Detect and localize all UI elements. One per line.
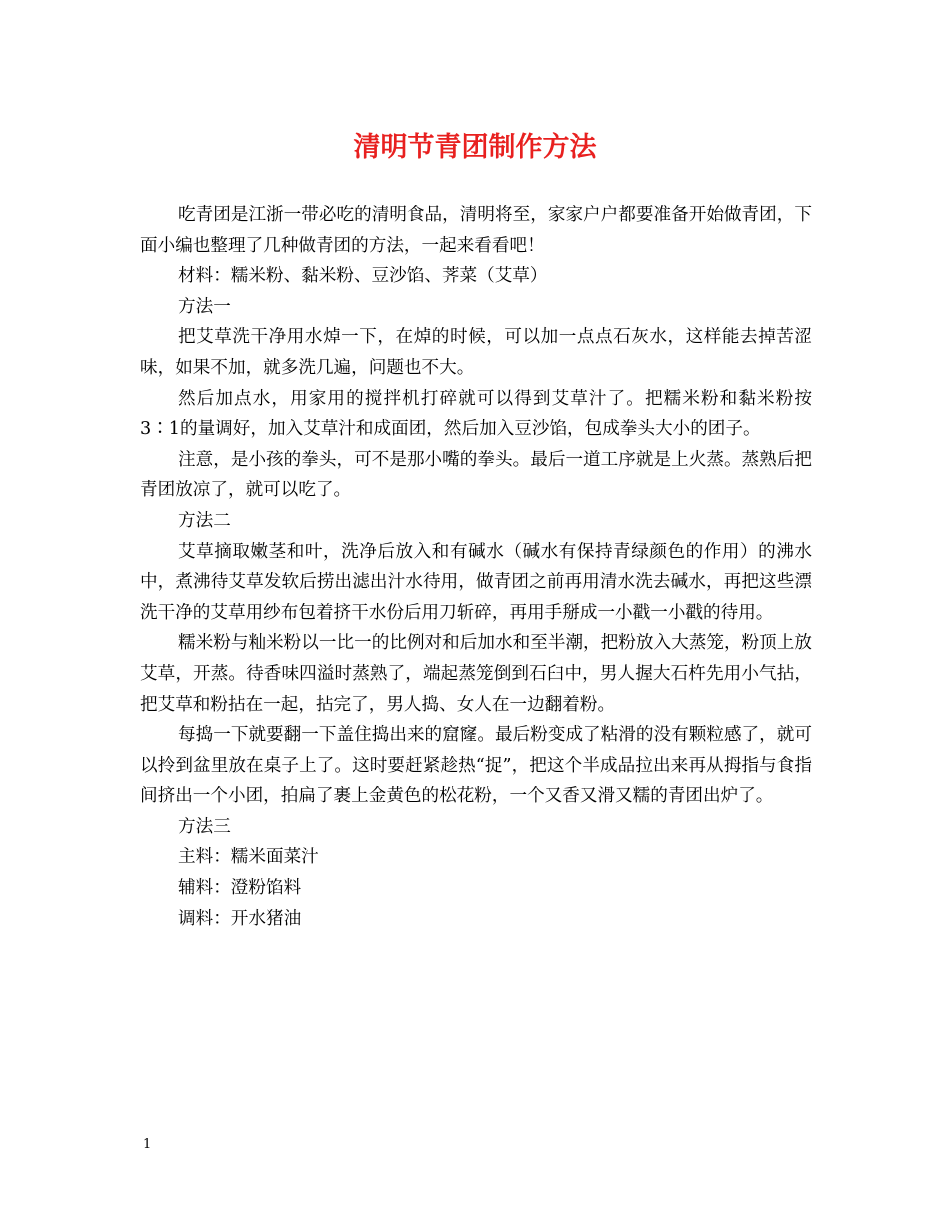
page-number: 1	[143, 1137, 152, 1152]
document-title: 清明节青团制作方法	[353, 132, 597, 163]
heading-method-3: 方法三	[178, 816, 231, 837]
heading-method-1: 方法一	[178, 296, 231, 317]
paragraph-method-2-step-3: 每捣一下就要翻一下盖住捣出来的窟窿。最后粉变成了粘滑的没有颗粒感了，就可以拎到盆里放在桌子上了。这时要赶紧趁热“捉”，把这个半成品拉出来再从拇指与食指间挤出一个小团，拍扁了裹上金黄色的松花粉，一个又香又滑又糯的青团出炉了。	[140, 725, 812, 807]
paragraph-auxiliary-ingredients: 辅料：澄粉馅料	[178, 878, 302, 899]
document-body	[140, 200, 812, 934]
paragraph-method-1-step-2: 然后加点水，用家用的搅拌机打碎就可以得到艾草汁了。把糯米粉和黏米粉按3∶1的量调好，加入艾草汁和成面团，然后加入豆沙馅，包成拳头大小的团子。	[140, 388, 812, 440]
paragraph-main-ingredients: 主料：糯米面菜汁	[178, 847, 319, 868]
paragraph-method-1-step-1: 把艾草洗干净用水焯一下，在焯的时候，可以加一点点石灰水，这样能去掉苦涩味，如果不加，就多洗几遍，问题也不大。	[140, 327, 812, 378]
paragraph-seasonings: 调料：开水猪油	[178, 908, 302, 929]
paragraph-method-2-step-2: 糯米粉与籼米粉以一比一的比例对和后加水和至半潮，把粉放入大蒸笼，粉顶上放艾草，开蒸。待香味四溢时蒸熟了，端起蒸笼倒到石臼中，男人握大石杵先用小气拈，把艾草和粉拈在一起，拈完了，男人捣、女人在一边翻着粉。	[140, 633, 812, 715]
heading-method-2: 方法二	[178, 510, 231, 531]
paragraph-intro: 吃青团是江浙一带必吃的清明食品，清明将至，家家户户都要准备开始做青团，下面小编也整理了几种做青团的方法，一起来看看吧！	[140, 205, 812, 256]
paragraph-method-1-step-3: 注意，是小孩的拳头，可不是那小嘴的拳头。最后一道工序就是上火蒸。蒸熟后把青团放凉了，就可以吃了。	[140, 449, 812, 501]
paragraph-method-2-step-1: 艾草摘取嫩茎和叶，洗净后放入和有碱水（碱水有保持青绿颜色的作用）的沸水中，煮沸待艾草发软后捞出滤出汁水待用，做青团之前再用清水洗去碱水，再把这些漂洗干净的艾草用纱布包着挤干水份后用刀斩碎，再用手掰成一小戳一小戳的待用。	[140, 541, 812, 623]
paragraph-materials: 材料：糯米粉、黏米粉、豆沙馅、荠菜（艾草）	[178, 266, 548, 287]
